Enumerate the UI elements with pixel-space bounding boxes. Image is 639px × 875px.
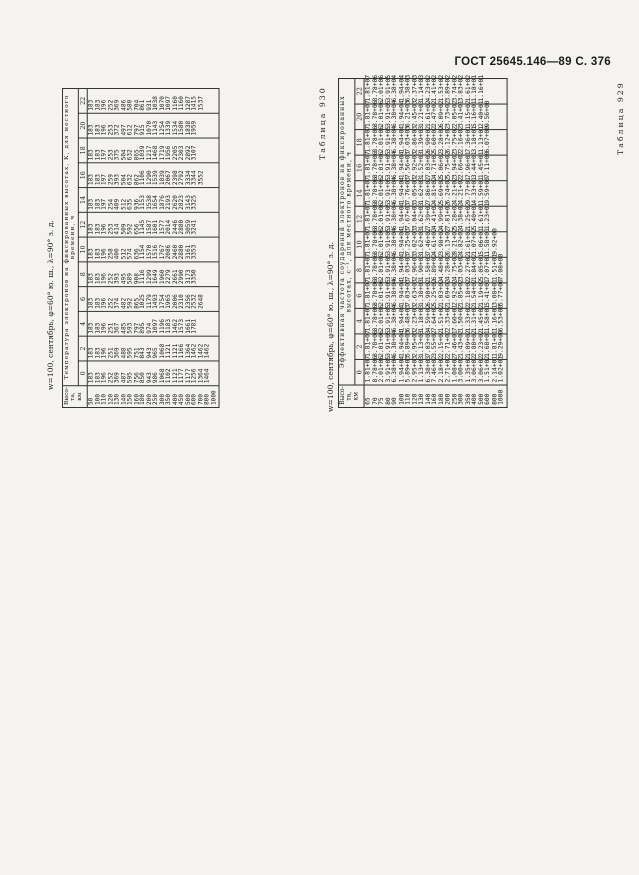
table1-data-column: 183 183 196 253 414 509 592 656 1145 1587 1601 1577 2014 2446 2880 3059 3241 <box>88 212 220 237</box>
table2-col-header: 2 <box>354 334 364 360</box>
table1-col-header: 4 <box>78 311 88 336</box>
table2-data-column: 1.81+07 8.78+06 2.01+06 3.91+05 6.38+04 1.94+04 6.21+03 2.45+03 1.21+03 1.61+02 2.47+02 6.09+02 3.73+02 2.05+02 3.41+01 1.15+02 5.16+01 2.40+01 9.56+00 <box>364 104 507 130</box>
table1-col-header: 14 <box>78 188 88 213</box>
table2-data-column: 1.81+07 8.78+06 2.01+06 3.91+05 6.38+04 1.94+04 5.89+03 2.95+03 1.13+03 7.03+03 3.55+02 2.15+02 2.71+02 7.46+01 1.43+02 1.09+02 2.88+02 2.23+02 1.68+01 1.81+01 9.29+00 <box>364 334 507 360</box>
table2-data-column: 1.81+07 8.78+06 2.01+06 3.91+05 6.38+04 1.94+04 6.38+03 2.37+03 1.14+03 4.23+02 1.41+02 1.53+02 3.89+02 3.74+02 3.83+02 1.61+02 1.18+01 1.16+01 <box>364 78 507 104</box>
table1-data-column: 183 183 197 254 409 512 635 936 1153 1538 1654 1876 2193 2620 2823 3143 3325 <box>88 188 220 213</box>
table2-col-header: 8 <box>354 257 364 283</box>
table-929-title: Температура электронов на фиксированных высотах, К, для местного времени, ч <box>62 88 77 385</box>
table2-data-column: 1.81+07 8.78+06 2.01+06 3.91+05 6.38+04 1.94+04 6.48+03 2.23+03 1.18+03 4.59+02 7.64+02 1.51+02 2.33+02 7.60+01 1.50+02 1.33+02 1.31+02 1.45+02 1.58+01 1.16+01 6.53+00 <box>364 308 507 334</box>
table1-col-header: 8 <box>78 262 88 287</box>
table2-col-header: 10 <box>354 232 364 258</box>
table-930-grid <box>338 74 507 408</box>
table2-col-header: 16 <box>354 155 364 181</box>
table1-data-column: 183 183 196 251 367 485 593 797 895 974 1097 1196 1183 1462 1573 1661 1781 <box>88 311 220 336</box>
table2-data-column: 1.81+07 8.78+06 2.01+06 3.91+05 6.38+04 1.94+04 7.76+03 3.05+03 1.62+03 7.86+02 4.81+02 5.69+02 6.24+02 4.21+02 4.21+02 9.77+01 4.33+01 1.59+01 9.59+00 <box>364 181 507 207</box>
table2-col-header: 14 <box>354 181 364 207</box>
table1-data-column: 183 183 196 253 372 497 612 797 915 1070 1143 1254 1339 1534 1580 1838 1959 <box>88 113 220 138</box>
page-header: ГОСТ 25645.146—89 С. 376 <box>454 56 611 68</box>
table2-col-header: 6 <box>354 283 364 309</box>
table2-data-column: 1.81+07 8.78+06 2.01+06 3.91+05 6.38+04 1.94+04 5.89+03 2.95+03 1.13+03 6.38+03 7.46+02 2.18+02 2.71+02 1.08+02 3.00+02 1.35+02 3.06+02 3.06+02 1.51+02 2.14+01 1.02+01 <box>364 359 507 385</box>
table1-data-column: 183 183 197 259 393 504 632 862 1106 1290 1539 1839 2067 2398 2792 3334 3344 3552 <box>88 163 220 188</box>
table1-col-header: 16 <box>78 163 88 188</box>
table-929-row-header: Высо-та, км <box>62 386 87 408</box>
table-929-label: Таблица 929 <box>616 81 625 155</box>
table-929-grid <box>62 88 220 408</box>
table1-data-column: 183 183 197 253 375 504 632 865 1039 1217 1468 1719 1956 2205 2303 2892 3107 <box>88 138 220 163</box>
table1-data-column: 183 183 196 252 369 486 580 704 861 931 1038 1070 1097 1160 1160 1287 1415 1537 <box>88 88 220 113</box>
table2-data-column: 1.81+07 8.78+06 2.01+06 3.91+05 6.38+04 1.94+04 7.67+03 3.04+03 1.62+03 7.39+02 4.41+02 4.99+02 7.81+02 5.28+02 4.38+02 1.25+02 5.40+01 1.61+01 1.23+01 <box>364 206 507 232</box>
table1-col-header: 0 <box>78 361 88 386</box>
table2-data-column: 1.81+07 8.78+06 2.01+06 3.91+05 6.38+04 1.94+04 7.56+03 2.92+03 1.52+03 7.03+02 4.71+02 5.06+02 5.75+02 3.94+02 2.66+02 7.96+01 3.44+01 1.45+01 7.11+00 <box>364 155 507 181</box>
table1-data-column: 183 183 196 252 369 487 595 756 850 943 986 1068 1102 1121 1177 1177 1256 1364 1464 <box>88 361 220 386</box>
table1-col-header: 12 <box>78 212 88 237</box>
table-930-row-header: Высо-та, км <box>339 385 365 407</box>
table2-col-header: 4 <box>354 308 364 334</box>
table1-col-header: 2 <box>78 336 88 361</box>
table1-col-header: 20 <box>78 113 88 138</box>
table1-data-column: 183 183 196 252 393 495 589 908 1116 1299 1649 1960 2279 2661 2990 3173 3350 <box>88 262 220 287</box>
table2-data-column: 1.81+07 8.78+06 2.01+06 3.91+05 6.38+04 1.94+04 7.03+03 2.63+03 1.38+03 6.90+02 5.25+02 1.03+02 1.69+02 2.92+02 1.85+02 2.18+02 1.54+02 1.19+02 5.41+01 3.08+01 5.77+00 <box>364 283 507 309</box>
table2-heights: 65 70 75 80 90 100 110 120 130 140 160 180 200 250 300 350 400 500 600 800 1000 <box>364 385 507 407</box>
table1-col-header: 10 <box>78 237 88 262</box>
table1-heights: 50 100 110 120 130 140 150 160 180 200 250 300 350 400 450 500 600 700 800 1000 <box>88 386 220 408</box>
table1-data-column: 183 183 196 252 374 482 592 865 1025 1179 1493 1754 1965 2006 2310 2356 2532 2648 <box>88 287 220 312</box>
table2-col-header: 22 <box>354 78 364 104</box>
table1-col-header: 6 <box>78 287 88 312</box>
table2-col-header: 12 <box>354 206 364 232</box>
table-930-title: Эффективная частота соударений электронов на фиксированных высотах, с⁻¹, для местного времени, ч <box>339 78 355 385</box>
table2-data-column: 1.81+07 8.78+06 2.01+06 3.91+05 6.38+04 1.94+04 7.25+03 3.02+03 1.62+03 7.46+02 4.61+02 3.98+02 6.13+02 8.21+02 4.82+02 1.61+02 1.07+02 5.06+01 1.58+01 9.92+00 <box>364 232 507 258</box>
table2-col-header: 0 <box>354 359 364 385</box>
table2-col-header: 18 <box>354 130 364 156</box>
table-930-label: Таблица 930 <box>318 86 327 160</box>
table1-data-column: 183 183 196 258 400 512 574 636 1154 1570 1516 1767 2086 2460 2880 3161 3353 <box>88 237 220 262</box>
table1-col-header: 18 <box>78 138 88 163</box>
table1-data-column: 183 183 196 251 369 488 595 751 843 943 965 1068 1121 1121 1166 1364 1462 1462 1462 <box>88 336 220 361</box>
table1-col-header: 22 <box>78 88 88 113</box>
table2-data-column: 1.81+07 8.78+06 2.01+06 3.91+05 6.38+04 1.94+04 7.03+03 2.96+03 1.90+03 1.58+03 6.89+02 4.48+02 4.28+02 4.75+02 3.03+02 2.27+02 1.84+02 5.05+01 7.07+01 1.51+01 7.08+00 <box>364 257 507 283</box>
table-929-caption: w=100, сентябрь, φ=60° ю. ш., λ=90° з. д. <box>46 220 55 390</box>
table-930-caption: w=100, сентябрь, φ=60° ю. ш., λ=90° з. д. <box>326 242 335 412</box>
table2-data-column: 1.81+07 8.78+06 2.01+06 3.91+05 6.38+04 1.94+04 7.03+03 2.86+03 1.39+03 6.90+02 5.60+02 3.28+02 6.12+02 3.75+02 2.16+02 7.36+01 3.18+01 1.13+01 6.07+00 <box>364 130 507 156</box>
table2-col-header: 20 <box>354 104 364 130</box>
